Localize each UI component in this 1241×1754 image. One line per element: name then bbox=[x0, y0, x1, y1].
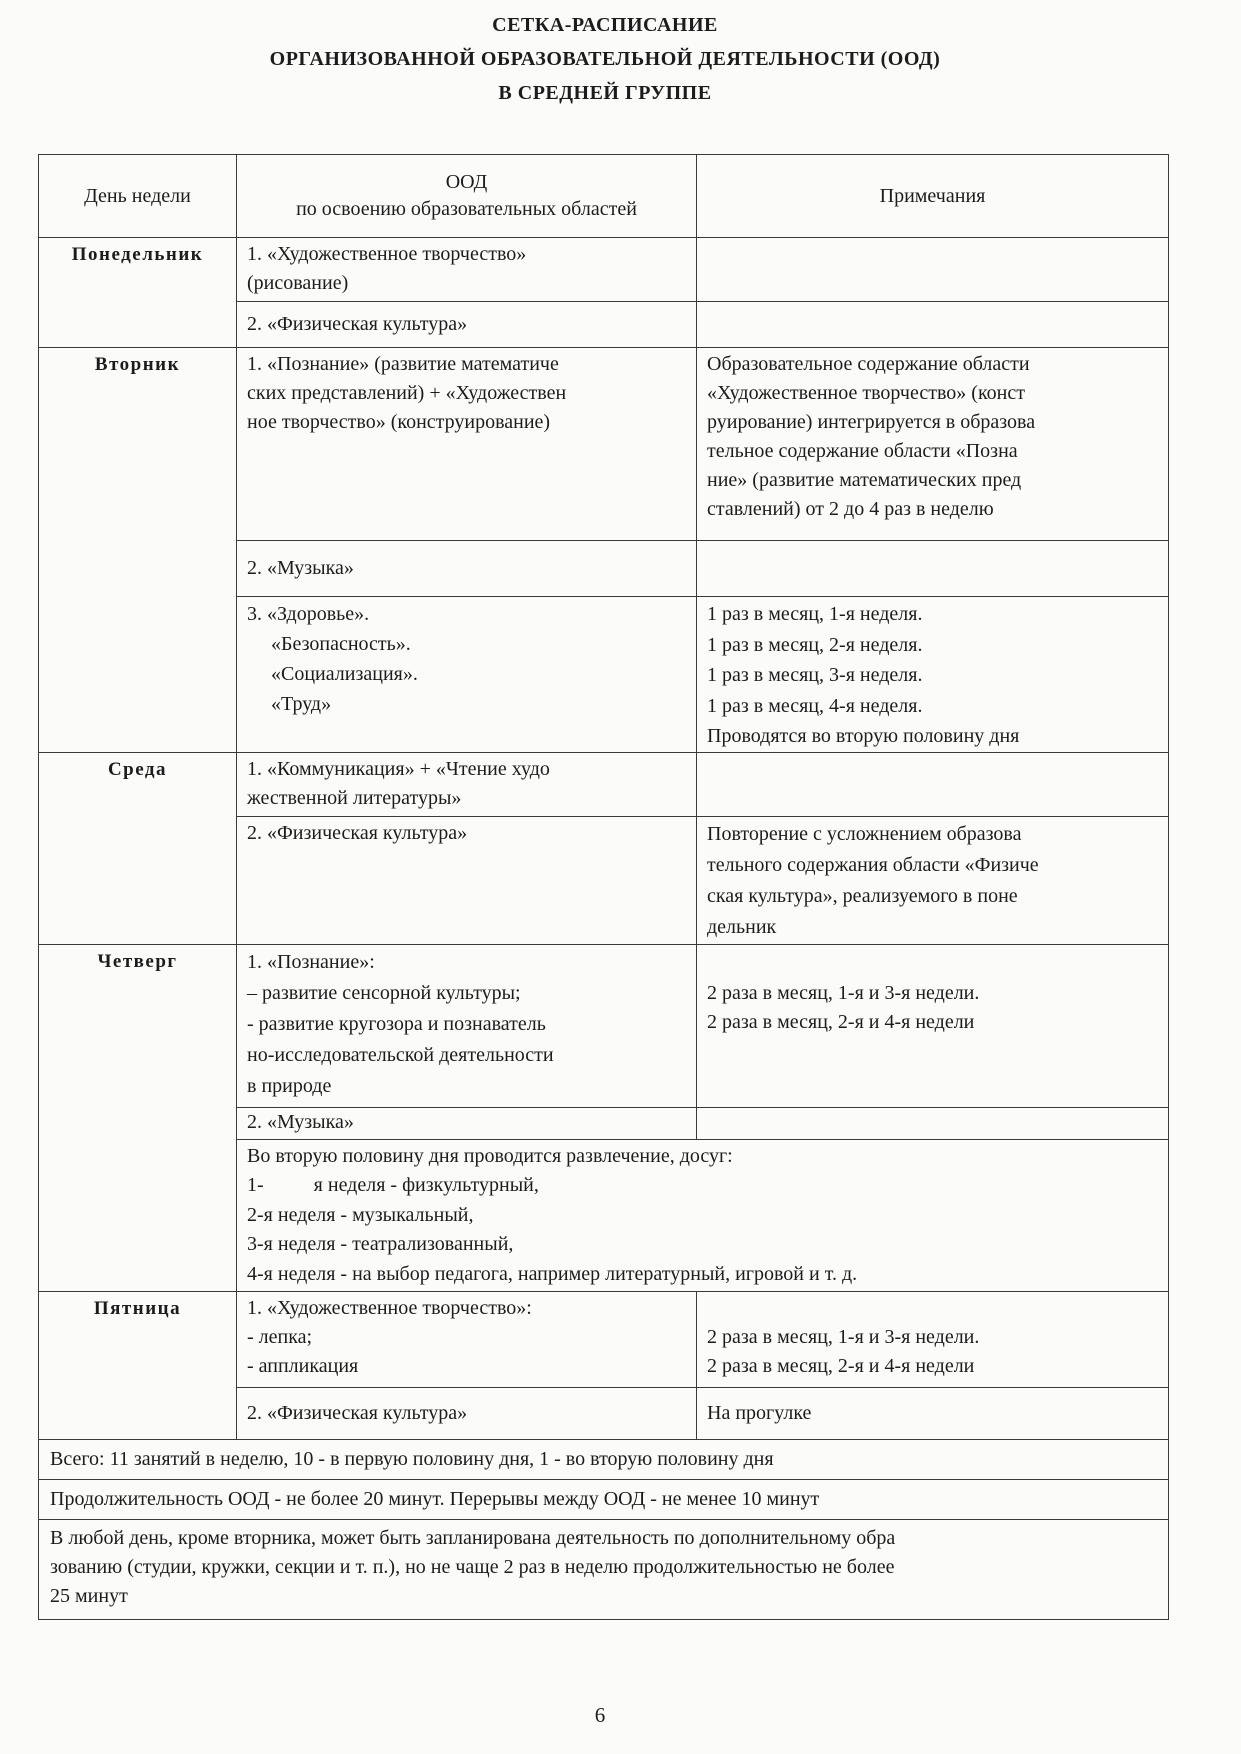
tuesday-activity-3 bbox=[237, 597, 697, 753]
title-line-3: В СРЕДНЕЙ ГРУППЕ bbox=[498, 82, 712, 104]
day-wednesday: Среда bbox=[39, 752, 237, 944]
tuesday-activity-3-first: 3. «Здоровье». bbox=[247, 603, 370, 625]
wednesday-note-1 bbox=[697, 752, 1169, 816]
thursday-leisure bbox=[237, 1139, 1169, 1291]
thursday-activity-1: 1. «Познание»: – развитие сенсорной культуры; - развитие кругозора и познаватель но-исследовательской деятельности в природе bbox=[237, 944, 697, 1107]
footer-extra-row bbox=[39, 1519, 1169, 1619]
day-thursday: Четверг bbox=[39, 944, 237, 1291]
header-row bbox=[39, 155, 1169, 238]
monday-row-1 bbox=[39, 238, 1169, 302]
monday-note-2 bbox=[697, 302, 1169, 348]
wednesday-note-2: Повторение с усложнением образова тельного содержания области «Физиче ская культура», реализуемого в поне дельник bbox=[697, 816, 1169, 944]
friday-activity-2: 2. «Физическая культура» bbox=[237, 1387, 697, 1439]
day-monday: Понедельник bbox=[39, 238, 237, 348]
friday-note-2: На прогулке bbox=[697, 1387, 1169, 1439]
tuesday-activity-3-item: «Труд» bbox=[271, 693, 332, 715]
footer-extra: В любой день, кроме вторника, может быть запланирована деятельность по дополнительному обра зованию (студии, кружки, секции и т. п.), но не чаще 2 раз в неделю продолжительностью не более 25 минут bbox=[39, 1519, 1169, 1619]
footer-duration: Продолжительность ООД - не более 20 минут. Перерывы между ООД - не менее 10 минут bbox=[39, 1479, 1169, 1519]
tuesday-note-2 bbox=[697, 541, 1169, 597]
header-day: День недели bbox=[39, 155, 237, 238]
thursday-leisure-title: Во вторую половину дня проводится развлечение, досуг: bbox=[247, 1144, 733, 1167]
monday-activity-1: 1. «Художественное творчество» (рисование) bbox=[237, 238, 697, 302]
tuesday-note-1: Образовательное содержание области «Художественное творчество» (конст руирование) интегрируется в образова тельное содержание области «Позна ние» (развитие математических пред ставлений) от 2 до 4 раз в неделю bbox=[697, 348, 1169, 541]
day-tuesday: Вторник bbox=[39, 348, 237, 753]
thursday-leisure-item: 1- я неделя - физкультурный, bbox=[247, 1174, 539, 1196]
header-ood bbox=[237, 155, 697, 238]
tuesday-note-3: 1 раз в месяц, 1-я неделя. 1 раз в месяц, 2-я неделя. 1 раз в месяц, 3-я неделя. 1 раз в месяц, 4-я неделя. Проводятся во вторую половину дня bbox=[697, 597, 1169, 753]
monday-activity-2: 2. «Физическая культура» bbox=[237, 302, 697, 348]
tuesday-activity-3-list bbox=[247, 629, 686, 719]
friday-row-1 bbox=[39, 1291, 1169, 1387]
header-notes: Примечания bbox=[697, 155, 1169, 238]
thursday-note-1: 2 раза в месяц, 1-я и 3-я недели. 2 раза в месяц, 2-я и 4-я недели bbox=[697, 944, 1169, 1107]
tuesday-activity-1: 1. «Познание» (развитие математиче ских представлений) + «Художествен ное творчество» (конструирование) bbox=[237, 348, 697, 541]
thursday-activity-2: 2. «Музыка» bbox=[237, 1107, 697, 1139]
friday-activity-1: 1. «Художественное творчество»: - лепка; - аппликация bbox=[237, 1291, 697, 1387]
thursday-leisure-item: 3-я неделя - театрализованный, bbox=[247, 1233, 514, 1255]
footer-duration-row bbox=[39, 1479, 1169, 1519]
schedule-table bbox=[38, 154, 1169, 1620]
friday-note-1: 2 раза в месяц, 1-я и 3-я недели. 2 раза в месяц, 2-я и 4-я недели bbox=[697, 1291, 1169, 1387]
wednesday-activity-1: 1. «Коммуникация» + «Чтение худо жественной литературы» bbox=[237, 752, 697, 816]
title-line-2: ОРГАНИЗОВАННОЙ ОБРАЗОВАТЕЛЬНОЙ ДЕЯТЕЛЬНОСТИ (ООД) bbox=[269, 48, 941, 70]
thursday-row-1 bbox=[39, 944, 1169, 1107]
title-line-1: СЕТКА-РАСПИСАНИЕ bbox=[492, 14, 718, 36]
tuesday-activity-3-item: «Безопасность». bbox=[271, 633, 411, 655]
tuesday-activity-3-item: «Социализация». bbox=[271, 663, 418, 685]
wednesday-activity-2: 2. «Физическая культура» bbox=[237, 816, 697, 944]
footer-total: Всего: 11 занятий в неделю, 10 - в первую половину дня, 1 - во вторую половину дня bbox=[39, 1439, 1169, 1479]
tuesday-row-1 bbox=[39, 348, 1169, 541]
page-number: 6 bbox=[594, 1703, 606, 1727]
thursday-leisure-item: 4-я неделя - на выбор педагога, например литературный, игровой и т. д. bbox=[247, 1262, 858, 1285]
header-ood-line2: по освоению образовательных областей bbox=[296, 198, 637, 220]
header-ood-line1: ООД bbox=[445, 171, 488, 193]
wednesday-row-1 bbox=[39, 752, 1169, 816]
thursday-note-2 bbox=[697, 1107, 1169, 1139]
day-friday: Пятница bbox=[39, 1291, 237, 1439]
thursday-leisure-item: 2-я неделя - музыкальный, bbox=[247, 1203, 474, 1226]
footer-total-row bbox=[39, 1439, 1169, 1479]
tuesday-activity-2: 2. «Музыка» bbox=[237, 541, 697, 597]
monday-note-1 bbox=[697, 238, 1169, 302]
